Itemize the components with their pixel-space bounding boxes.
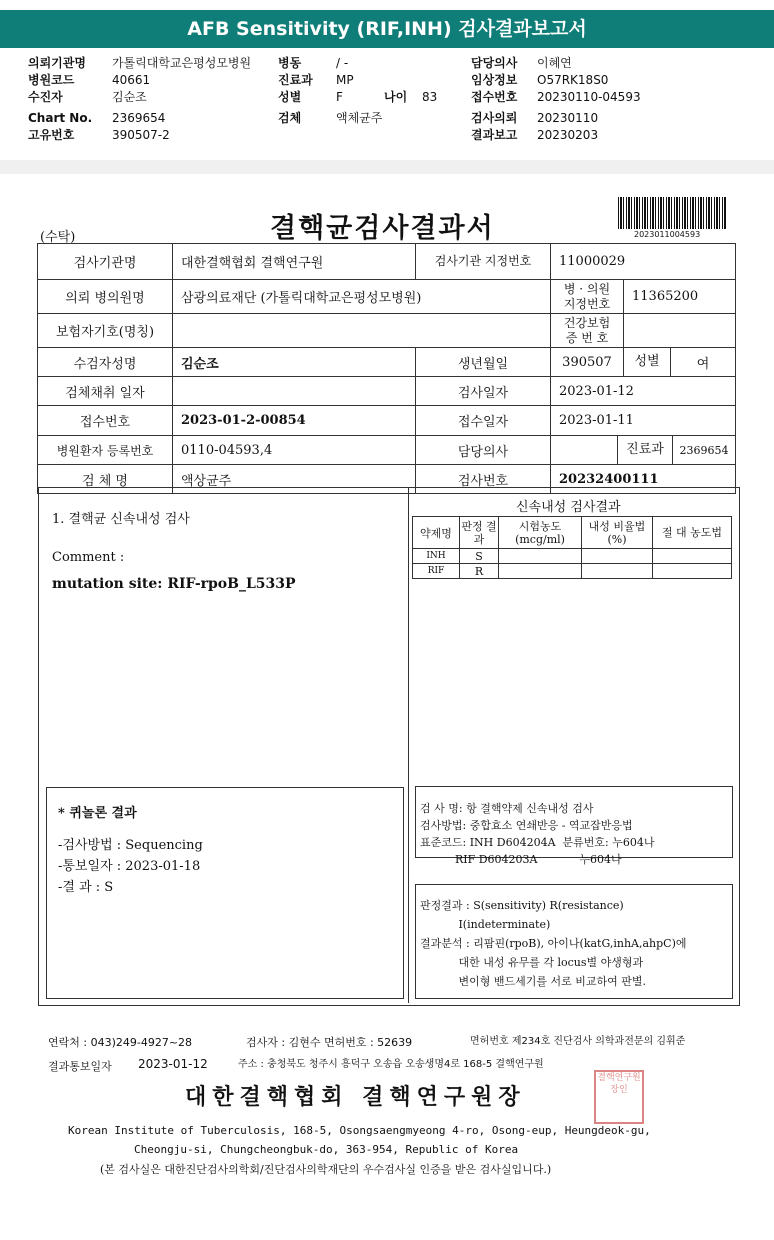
- sex-label: 성별: [624, 348, 671, 376]
- judge-line: I(indeterminate): [420, 918, 551, 931]
- judgement-lines: [420, 896, 687, 991]
- sensitivity-table: [412, 516, 732, 579]
- result-item: 1. 결핵균 신속내성 검사: [52, 512, 190, 527]
- hospital-label: 의뢰 병의원명: [38, 280, 173, 314]
- consignment-stamp: (수탁): [40, 230, 76, 245]
- meta-label: 진료과: [278, 73, 313, 87]
- meta-label: Chart No.: [28, 111, 93, 125]
- meta-col-2: [278, 56, 438, 128]
- patient-reg-value: 0110-04593,4: [173, 436, 416, 465]
- meta-value: 20230110: [537, 111, 599, 125]
- receipt-date-label: 접수일자: [416, 406, 551, 436]
- sens-drug: INH: [413, 549, 460, 564]
- meta-value: / -: [336, 56, 349, 70]
- name-value: 김순조: [173, 348, 416, 377]
- agency-code-value: 11000029: [551, 244, 736, 280]
- hospital-code-label: 병 · 의원 지정번호: [551, 280, 624, 314]
- hospital-value: 삼광의료재단 (가톨릭대학교은평성모병원): [173, 280, 551, 314]
- method-line: 표준코드: INH D604204A 분류번호: 누604나: [420, 836, 655, 849]
- official-seal-icon: 결핵연구원장인: [594, 1070, 644, 1124]
- judge-line: 대한 내성 유무를 각 locus별 야생형과: [420, 956, 644, 969]
- meta-value: 가톨릭대학교은평성모병원: [112, 56, 252, 70]
- meta-value: 액체균주: [336, 111, 383, 125]
- sens-result: S: [460, 549, 499, 564]
- barcode-icon: [618, 197, 726, 229]
- meta-label: 검체: [278, 111, 302, 125]
- insurance-label: 보험자기호(명칭): [38, 314, 173, 348]
- meta-value: 이혜연: [537, 56, 572, 70]
- birth-value: 390507: [551, 348, 624, 377]
- result-divider: [408, 488, 410, 1003]
- judge-line: 판정결과 : S(sensitivity) R(resistance): [420, 899, 624, 912]
- sex-value: 여: [696, 356, 710, 372]
- meta-label: 의뢰기관명: [28, 56, 86, 70]
- report-title-bar: [0, 10, 774, 48]
- quinolone-date: -통보일자 : 2023-01-18: [58, 859, 201, 874]
- judge-line: 결과분석 : 리팜핀(rpoB), 아이나(katG,inhA,ahpC)에: [420, 937, 687, 950]
- test-date-value: 2023-01-12: [551, 377, 736, 406]
- footer-address: 주소 : 충청북도 청주시 흥덕구 오송읍 오송생명4로 168-5 결핵연구원: [238, 1059, 544, 1070]
- quinolone-title: * 퀴놀론 결과: [58, 806, 137, 821]
- meta-col-3: [471, 56, 641, 145]
- test-date-label: 검사일자: [416, 377, 551, 406]
- judge-line: 변이형 밴드세기를 서로 비교하여 판별.: [420, 975, 646, 988]
- receipt-label: 접수번호: [38, 406, 173, 436]
- age-label: 나이: [384, 90, 408, 104]
- meta-value: 20230203: [537, 128, 599, 142]
- method-lines: [420, 800, 654, 868]
- method-line: 검사방법: 중합효소 연쇄반응 - 역교잡반응법: [420, 819, 633, 832]
- sens-result: R: [460, 564, 499, 579]
- sens-row: [413, 549, 732, 564]
- specimen-value: 액상균주: [173, 465, 416, 494]
- document-title: 결핵균검사결과서: [270, 213, 495, 244]
- meta-col-1: [28, 56, 252, 145]
- footer-report-date: 2023-01-12: [138, 1057, 208, 1071]
- specimen-label: 검 체 명: [38, 465, 173, 494]
- meta-label: 성별: [278, 90, 302, 104]
- meta-label: 병동: [278, 56, 302, 70]
- sens-header: 내성 비율법(%): [582, 517, 653, 549]
- mutation-site: mutation site: RIF-rpoB_L533P: [52, 576, 296, 592]
- footer-report-date-label: 결과통보일자: [48, 1060, 112, 1073]
- footer-tester: 검사자 : 김현수 면허번호 : 52639: [246, 1036, 413, 1049]
- age-value: 83: [422, 90, 438, 104]
- collect-date-value: [173, 377, 416, 406]
- sens-header: 약제명: [413, 517, 460, 549]
- agency-label: 검사기관명: [38, 244, 173, 280]
- collect-date-label: 검체채취 일자: [38, 377, 173, 406]
- method-line: RIF D604203A 누604나: [420, 853, 622, 866]
- meta-label: 결과보고: [471, 128, 518, 142]
- footer-tel: 연락처 : 043)249-4927~28: [48, 1036, 193, 1049]
- sens-header: 절 대 농도법: [653, 517, 732, 549]
- sens-drug: RIF: [413, 564, 460, 579]
- report-title: AFB Sensitivity (RIF,INH) 검사결과보고서: [187, 18, 587, 40]
- page-separator: [0, 160, 774, 174]
- meta-label: 검사의뢰: [471, 111, 518, 125]
- agency-code-label: 검사기관 지정번호: [416, 244, 551, 280]
- insurance-no-value: [624, 314, 736, 348]
- quinolone-result: -결 과 : S: [58, 880, 114, 895]
- meta-label: 고유번호: [28, 128, 75, 142]
- insurance-no-label: 건강보험 증 번 호: [551, 314, 624, 348]
- footer-english-address-2: Cheongju-si, Chungcheongbuk-do, 363-954, Republic of Korea: [134, 1143, 519, 1156]
- comment-label: Comment :: [52, 550, 125, 565]
- test-no-value: 20232400111: [551, 465, 736, 494]
- quinolone-method: -검사방법 : Sequencing: [58, 838, 203, 853]
- method-line: 검 사 명: 항 결핵약제 신속내성 검사: [420, 802, 594, 815]
- meta-label: 담당의사: [471, 56, 518, 70]
- sensitivity-title: 신속내성 검사결과: [516, 500, 621, 515]
- patient-info-table: [37, 243, 736, 494]
- dept-value: 2369654: [679, 443, 729, 457]
- meta-label: 병원코드: [28, 73, 75, 87]
- patient-reg-label: 병원환자 등록번호: [38, 436, 173, 465]
- meta-label: 접수번호: [471, 90, 518, 104]
- footer-english-address-1: Korean Institute of Tuberculosis, 168-5, Osongsaengmyeong 4-ro, Osong-eup, Heungdeok-gu,: [68, 1124, 651, 1137]
- meta-value: 40661: [112, 73, 151, 87]
- birth-label: 생년월일: [416, 348, 551, 377]
- meta-value: 2369654: [112, 111, 166, 125]
- sens-header: 판정 결과: [460, 517, 499, 549]
- hospital-code-value: 11365200: [624, 280, 736, 314]
- sens-header: 시험농도 (mcg/ml): [499, 517, 582, 549]
- dept-label: 진료과: [617, 436, 673, 464]
- meta-label: 임상정보: [471, 73, 518, 87]
- footer-specialist: 면허번호 제234호 진단검사 의학과전문의 김휘준: [470, 1036, 686, 1047]
- meta-label: 수진자: [28, 90, 63, 104]
- sens-row: [413, 564, 732, 579]
- receipt-date-value: 2023-01-11: [551, 406, 736, 436]
- meta-value: 김순조: [112, 90, 147, 104]
- meta-value: 390507-2: [112, 128, 170, 142]
- insurance-value: [173, 314, 551, 348]
- meta-value: MP: [336, 73, 354, 87]
- receipt-value: 2023-01-2-00854: [173, 406, 416, 436]
- doctor-label: 담당의사: [416, 436, 551, 465]
- footer-institute: 대한결핵협회 결핵연구원장: [185, 1084, 526, 1110]
- meta-value: 20230110-04593: [537, 90, 641, 104]
- meta-value: O57RK18S0: [537, 73, 609, 87]
- meta-value: F: [336, 90, 343, 104]
- test-no-label: 검사번호: [416, 465, 551, 494]
- footer-certification: (본 검사실은 대한진단검사의학회/진단검사의학재단의 우수검사실 인증을 받은 검사실입니다.): [100, 1163, 552, 1176]
- name-label: 수검자성명: [38, 348, 173, 377]
- agency-value: 대한결핵협회 결핵연구원: [173, 244, 416, 280]
- barcode-number: 2023011004593: [634, 230, 701, 239]
